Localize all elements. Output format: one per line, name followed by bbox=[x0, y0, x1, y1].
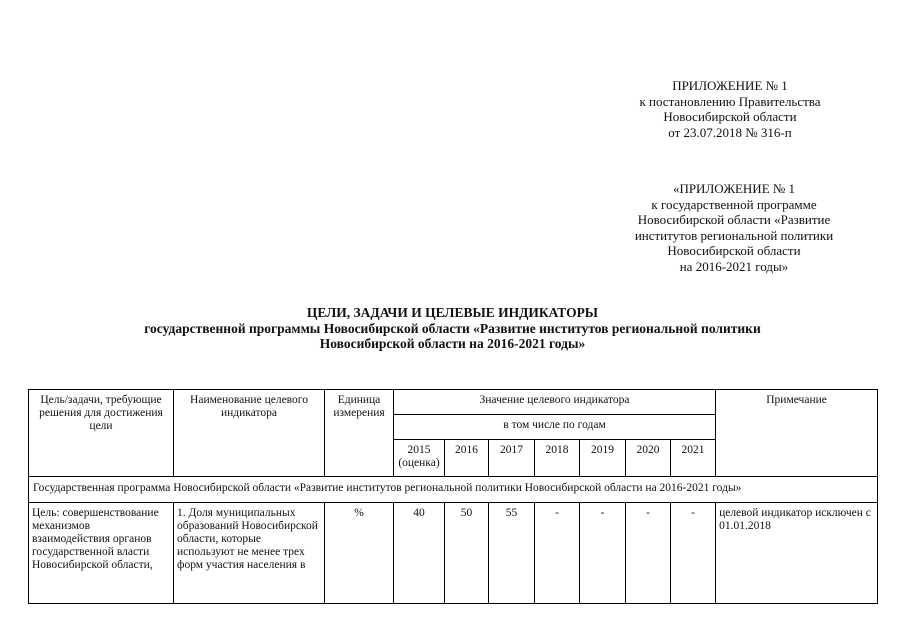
program-row: Государственная программа Новосибирской области «Развитие институтов региональной политики Новосибирской области на 2016-2021 годы» bbox=[29, 477, 878, 503]
value-cell: 55 bbox=[489, 503, 535, 604]
document-title bbox=[0, 305, 905, 352]
appendix-2-line: на 2016-2021 годы» bbox=[679, 258, 789, 274]
value-cell: - bbox=[535, 503, 580, 604]
appendix-1-line: ПРИЛОЖЕНИЕ № 1 bbox=[672, 78, 788, 93]
header-indicator-name: Наименование целевого индикатора bbox=[174, 390, 325, 477]
indicator-cell: 1. Доля муниципальных образований Новосибирской области, которые используют не менее трех форм участия населения в bbox=[174, 503, 325, 604]
appendix-2-line: к государственной программе bbox=[651, 196, 817, 212]
value-cell: - bbox=[580, 503, 626, 604]
indicators-table bbox=[28, 389, 878, 604]
unit-cell: % bbox=[325, 503, 394, 604]
title-line: ЦЕЛИ, ЗАДАЧИ И ЦЕЛЕВЫЕ ИНДИКАТОРЫ bbox=[306, 305, 599, 320]
appendix-2-line: Новосибирской области bbox=[667, 243, 801, 258]
appendix-1-line: Новосибирской области bbox=[663, 109, 797, 124]
header-year: 2020 bbox=[626, 440, 671, 477]
value-cell: - bbox=[626, 503, 671, 604]
goal-cell: Цель: совершенствование механизмов взаимодействия органов государственной власти Новосибирской области, bbox=[29, 503, 174, 604]
header-goal: Цель/задачи, требующие решения для достижения цели bbox=[29, 390, 174, 477]
header-note: Примечание bbox=[716, 390, 878, 477]
value-cell: - bbox=[671, 503, 716, 604]
header-by-years: в том числе по годам bbox=[394, 415, 716, 440]
table-row bbox=[29, 503, 878, 604]
title-line: государственной программы Новосибирской области «Развитие институтов региональной политики bbox=[144, 320, 761, 336]
header-year: 2018 bbox=[535, 440, 580, 477]
title-line: Новосибирской области на 2016-2021 годы» bbox=[319, 336, 586, 351]
appendix-2-block bbox=[600, 181, 868, 274]
header-year: 2021 bbox=[671, 440, 716, 477]
appendix-2-line: «ПРИЛОЖЕНИЕ № 1 bbox=[672, 181, 796, 196]
header-value: Значение целевого индикатора bbox=[394, 390, 716, 415]
header-year: 2015 (оценка) bbox=[394, 440, 445, 477]
value-cell: 40 bbox=[394, 503, 445, 604]
note-cell: целевой индикатор исключен с 01.01.2018 bbox=[716, 503, 878, 604]
header-unit: Единица измерения bbox=[325, 390, 394, 477]
header-year: 2017 bbox=[489, 440, 535, 477]
appendix-1-block bbox=[600, 78, 860, 140]
appendix-2-line: институтов региональной политики bbox=[634, 227, 834, 243]
appendix-2-line: Новосибирской области «Развитие bbox=[637, 212, 831, 227]
header-year: 2016 bbox=[445, 440, 489, 477]
appendix-1-line: от 23.07.2018 № 316-п bbox=[668, 124, 792, 140]
value-cell: 50 bbox=[445, 503, 489, 604]
appendix-1-line: к постановлению Правительства bbox=[639, 93, 821, 109]
header-year: 2019 bbox=[580, 440, 626, 477]
